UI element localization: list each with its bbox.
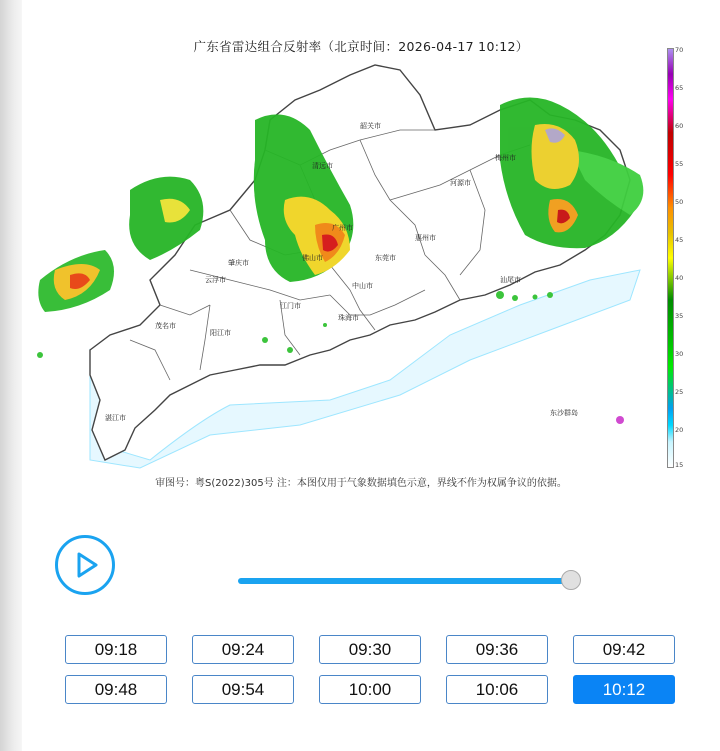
time-button-0924[interactable]: 09:24: [192, 635, 294, 664]
colorbar-tick: 15: [675, 461, 684, 469]
colorbar-tick: 25: [675, 388, 684, 396]
city-label: 东莞市: [375, 254, 396, 262]
time-button-1006[interactable]: 10:06: [446, 675, 548, 704]
page-left-shadow: [0, 0, 22, 751]
city-label: 河源市: [450, 179, 471, 187]
time-button-1000[interactable]: 10:00: [319, 675, 421, 704]
radar-map: [30, 50, 660, 470]
time-button-0930[interactable]: 09:30: [319, 635, 421, 664]
city-label: 广州市: [332, 224, 353, 232]
city-label: 江门市: [280, 302, 301, 310]
time-slider-track[interactable]: [238, 578, 571, 584]
colorbar-tick: 60: [675, 122, 684, 130]
colorbar-tick: 20: [675, 426, 684, 434]
colorbar-tick: 40: [675, 274, 684, 282]
city-label: 茂名市: [155, 322, 176, 330]
city-label: 湛江市: [105, 414, 126, 422]
play-button[interactable]: [55, 535, 115, 595]
time-button-0948[interactable]: 09:48: [65, 675, 167, 704]
time-button-grid: [65, 635, 675, 704]
city-label: 珠海市: [338, 314, 359, 322]
time-button-0954[interactable]: 09:54: [192, 675, 294, 704]
city-label: 清远市: [312, 162, 333, 170]
colorbar: [667, 48, 674, 468]
time-button-0936[interactable]: 09:36: [446, 635, 548, 664]
colorbar-tick: 30: [675, 350, 684, 358]
city-label: 肇庆市: [228, 259, 249, 267]
city-label: 佛山市: [302, 254, 323, 262]
time-button-0942[interactable]: 09:42: [573, 635, 675, 664]
map-footnote: 审图号：粤S(2022)305号 注：本图仅用于气象数据填色示意，界线不作为权属争议的依据。: [155, 478, 567, 489]
city-label: 韶关市: [360, 122, 381, 130]
colorbar-tick: 35: [675, 312, 684, 320]
time-button-0918[interactable]: 09:18: [65, 635, 167, 664]
city-label: 云浮市: [205, 276, 226, 284]
time-slider-thumb[interactable]: [561, 570, 581, 590]
time-button-1012[interactable]: 10:12: [573, 675, 675, 704]
map-title: 广东省雷达组合反射率（北京时间：2026-04-17 10:12）: [193, 39, 529, 54]
colorbar-tick: 65: [675, 84, 684, 92]
colorbar-tick: 70: [675, 46, 684, 54]
city-label: 汕尾市: [500, 276, 521, 284]
play-icon: [58, 538, 112, 592]
city-label: 东沙群岛: [550, 409, 578, 417]
city-label: 梅州市: [495, 154, 516, 162]
colorbar-tick: 50: [675, 198, 684, 206]
city-label: 阳江市: [210, 329, 231, 337]
colorbar-tick: 55: [675, 160, 684, 168]
city-label: 惠州市: [415, 234, 436, 242]
city-label: 中山市: [352, 282, 373, 290]
colorbar-tick: 45: [675, 236, 684, 244]
